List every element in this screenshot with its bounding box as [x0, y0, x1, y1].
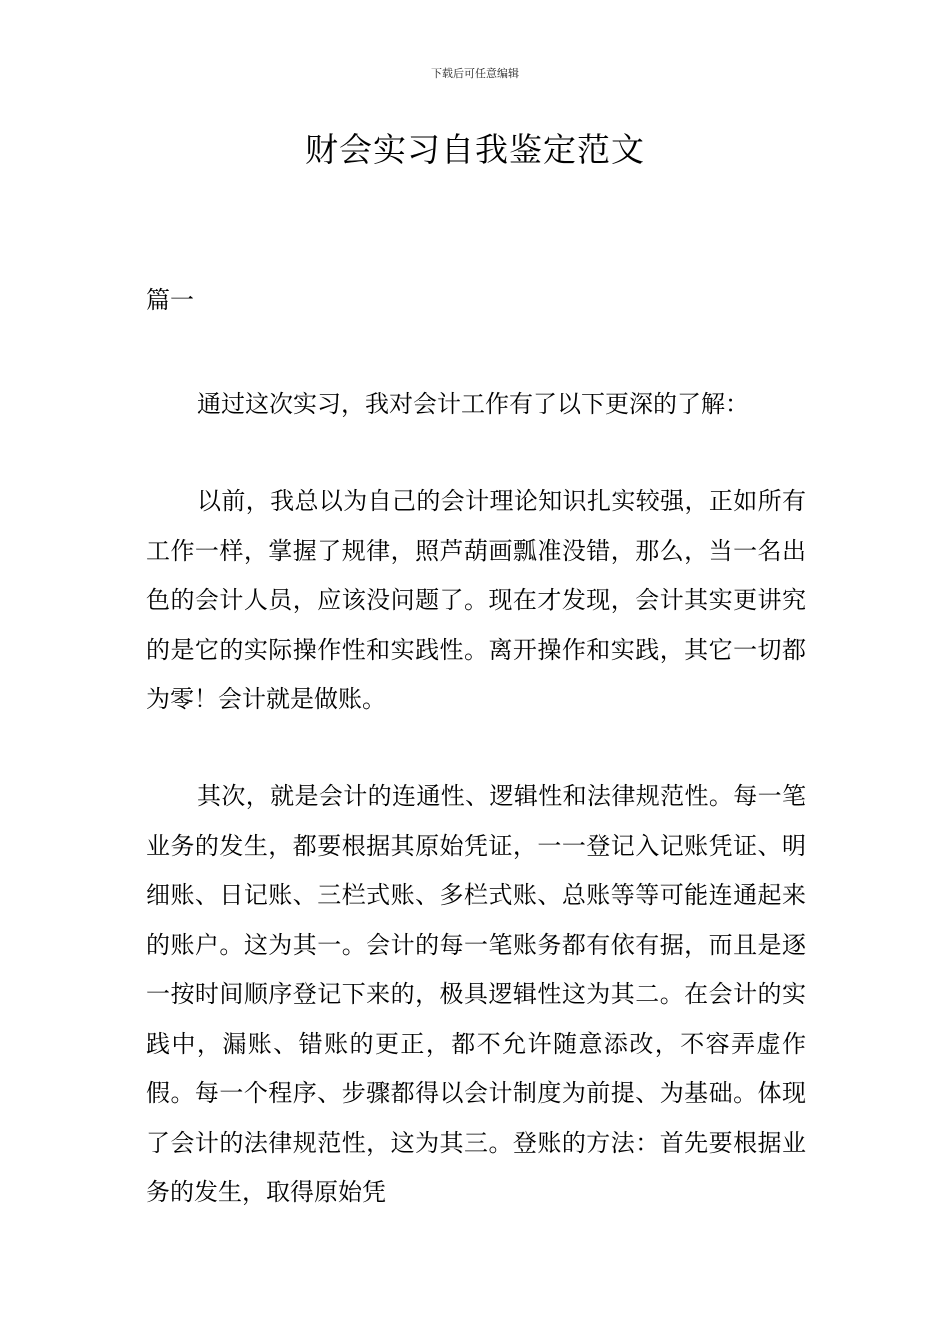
- document-title: 财会实习自我鉴定范文: [305, 130, 645, 169]
- header-note: 下载后可任意编辑: [431, 67, 519, 80]
- paragraph-intro: 通过这次实习，我对会计工作有了以下更深的了解：: [197, 390, 749, 418]
- section-label: 篇一: [146, 286, 194, 314]
- paragraph-first-point: 以前，我总以为自己的会计理论知识扎实较强，正如所有工作一样，掌握了规律，照芦葫画瓢准没错，那么，当一名出色的会计人员，应该没问题了。现在才发现，会计其实更讲究的是它的实际操作性和实践性。离开操作和实践，其它一切都为零！会计就是做账。: [146, 487, 806, 713]
- paragraph-second-point: 其次，就是会计的连通性、逻辑性和法律规范性。每一笔业务的发生，都要根据其原始凭证，一一登记入记账凭证、明细账、日记账、三栏式账、多栏式账、总账等等可能连通起来的账户。这为其一。会计的每一笔账务都有依有据，而且是逐一按时间顺序登记下来的，极具逻辑性这为其二。在会计的实践中，漏账、错账的更正，都不允许随意添改，不容弄虚作假。每一个程序、步骤都得以会计制度为前提、为基础。体现了会计的法律规范性，这为其三。登账的方法：首先要根据业务的发生，取得原始凭: [146, 782, 806, 1206]
